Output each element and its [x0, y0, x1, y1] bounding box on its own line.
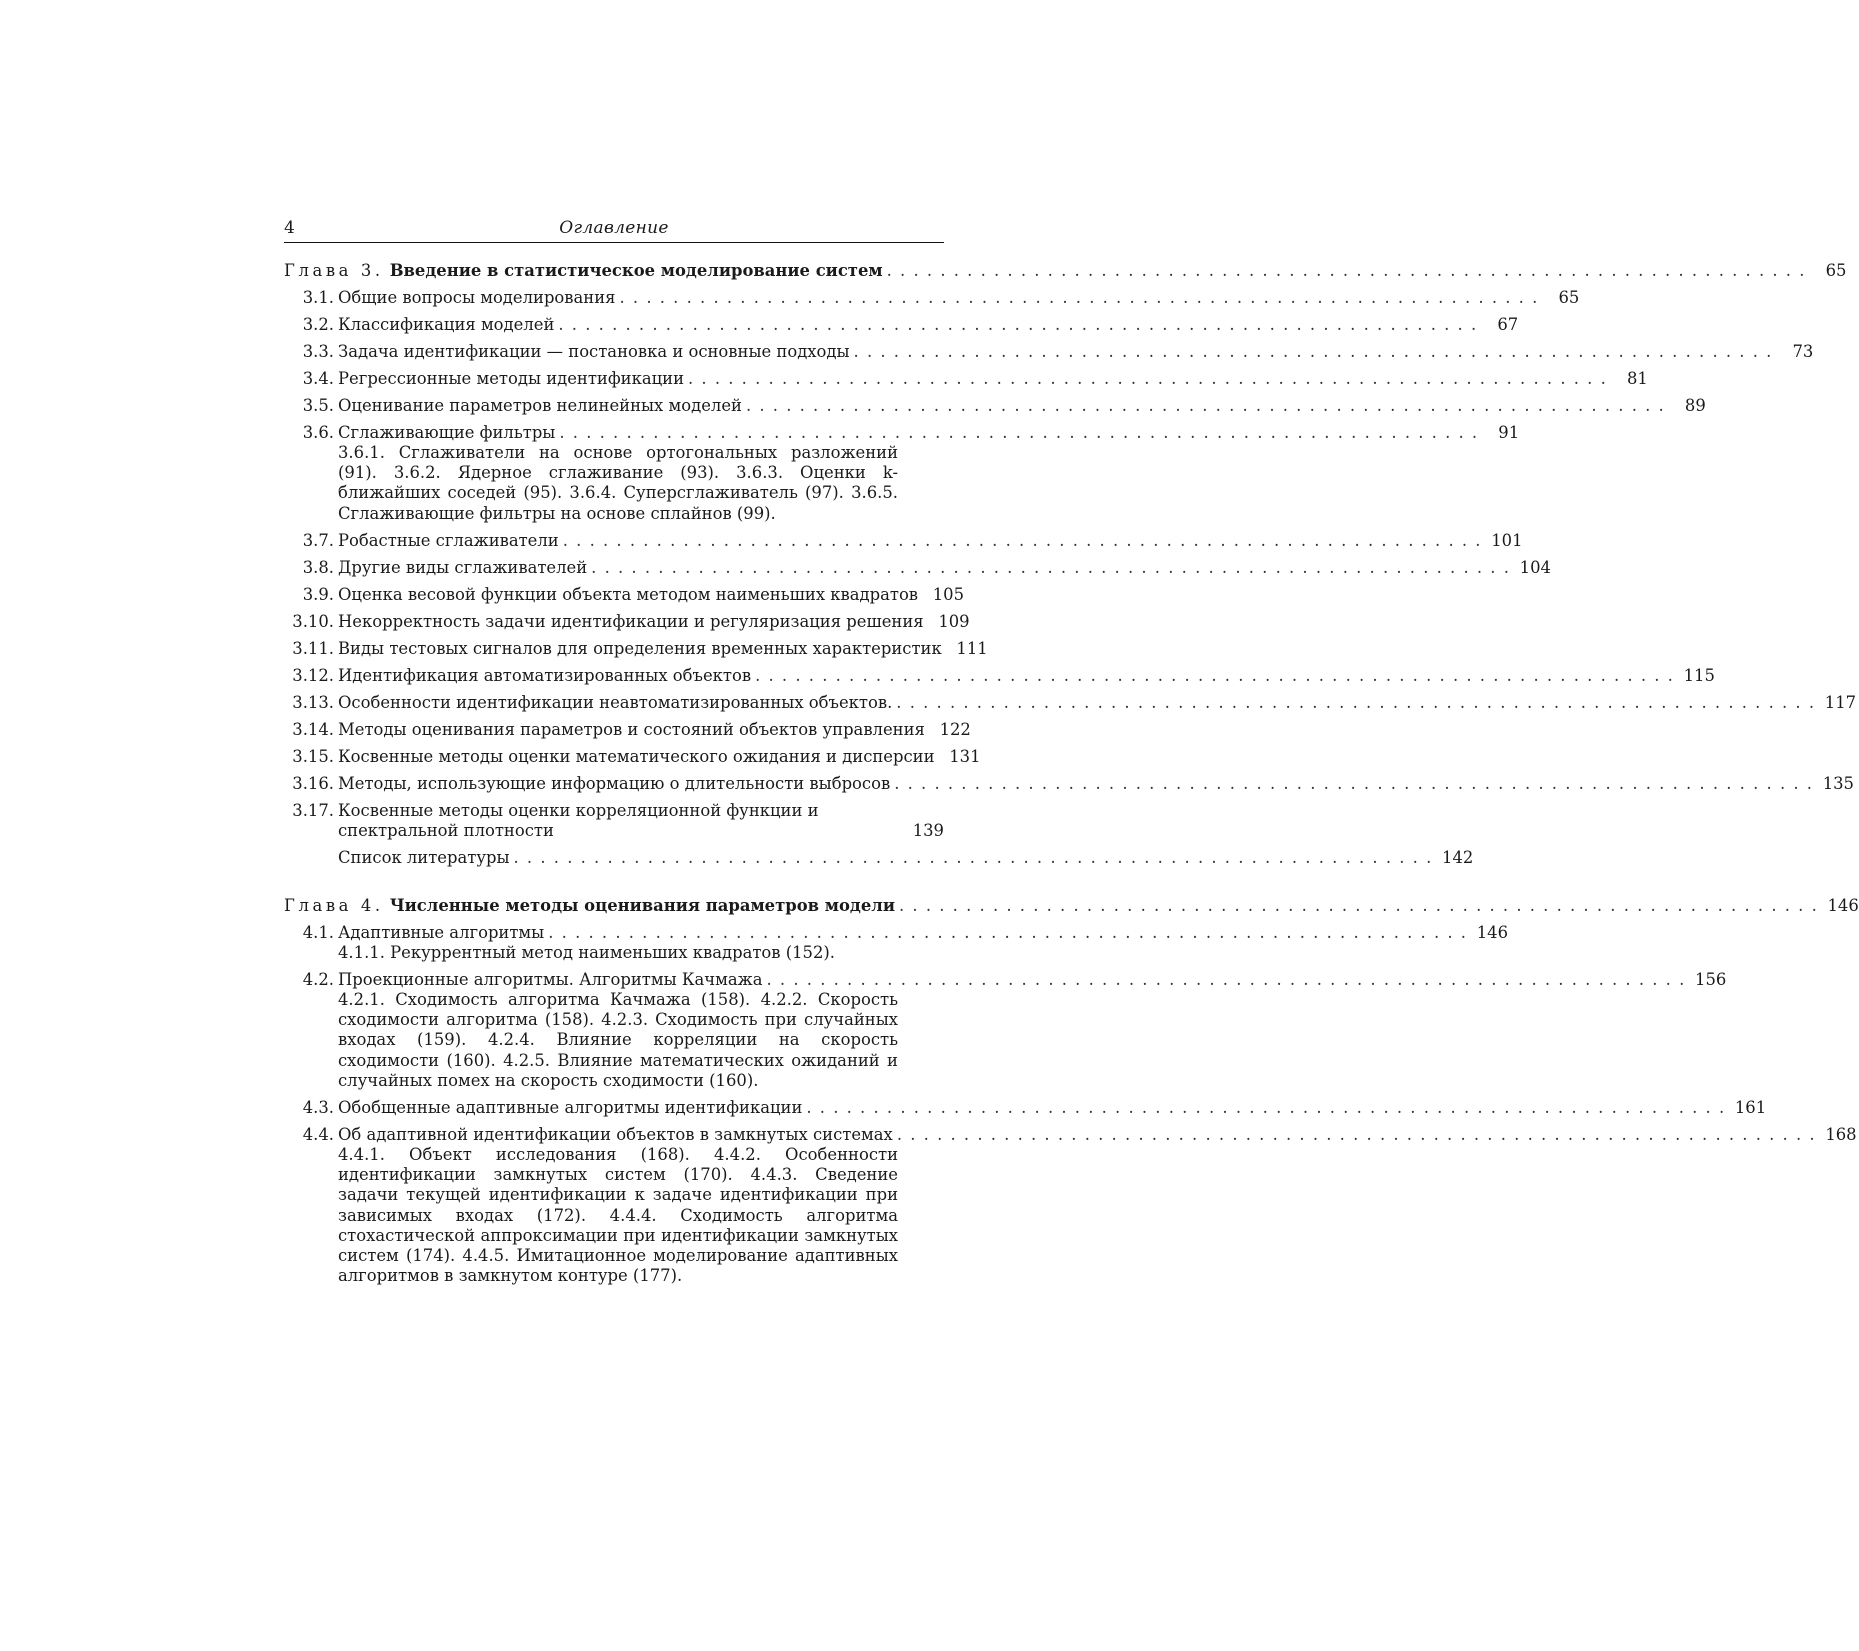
table-of-contents — [284, 261, 1859, 1286]
toc-entry[interactable] — [284, 342, 1814, 362]
dot-leader — [896, 693, 1814, 713]
section-title: Классификация моделей — [338, 315, 555, 334]
section-number: 3.12. — [292, 665, 334, 685]
entry-content — [338, 288, 1580, 308]
dot-leader — [806, 1098, 1724, 1118]
toc-entry[interactable] — [284, 773, 1854, 794]
entry-title-line — [338, 1125, 1857, 1145]
section-number: 3.10. — [292, 611, 334, 631]
toc-entry[interactable] — [284, 315, 1519, 335]
subsection-list: 4.1.1. Рекуррентный метод наименьших квадратов (152). — [338, 942, 836, 962]
entry-content — [338, 746, 981, 767]
section-title: Проекционные алгоритмы. Алгоритмы Качмажа — [338, 970, 763, 990]
chapter-page: 146 — [1827, 895, 1859, 915]
chapter-heading-text — [284, 896, 895, 916]
section-number: 3.3. — [302, 342, 334, 361]
entry-content — [338, 801, 944, 841]
section-title: Регрессионные методы идентификации — [338, 369, 684, 388]
entry-content — [338, 423, 1520, 524]
dot-leader — [894, 774, 1812, 794]
section-number: 4.2. — [302, 970, 334, 990]
section-title: Сглаживающие фильтры — [338, 423, 556, 442]
entry-content — [338, 342, 1814, 362]
section-number: 4.3. — [302, 1098, 334, 1118]
section-number: 3.11. — [292, 638, 334, 658]
section-title: Косвенные методы оценки корреляционной функции и спектральной плотности — [338, 800, 819, 840]
dot-leader — [767, 970, 1685, 990]
entry-title-line — [338, 288, 1580, 308]
chapter-title: Численные методы оценивания параметров модели — [389, 895, 895, 915]
entry-title-line — [338, 847, 1474, 868]
entry-title-line — [338, 342, 1814, 362]
toc-entry[interactable] — [284, 1125, 1857, 1286]
section-title: Другие виды сглаживателей — [338, 557, 588, 577]
toc-chapter-heading[interactable] — [284, 261, 1847, 281]
entry-content — [338, 611, 970, 632]
section-page: 73 — [1792, 342, 1814, 361]
entry-title-line — [338, 584, 965, 605]
toc-entry[interactable] — [284, 665, 1715, 686]
dot-leader — [559, 423, 1477, 443]
section-page: 142 — [1442, 847, 1474, 867]
entry-title-line — [338, 692, 1857, 713]
section-page: 117 — [1824, 692, 1857, 712]
entry-content — [338, 557, 1551, 578]
section-number: 3.8. — [302, 557, 334, 577]
chapter-title: Введение в статистическое моделирование систем — [389, 261, 883, 280]
section-title: Идентификация автоматизированных объектов — [338, 665, 752, 685]
section-number: 3.5. — [302, 396, 334, 415]
running-head — [284, 210, 944, 243]
section-page: 168 — [1825, 1125, 1857, 1145]
entry-content — [338, 530, 1523, 551]
entry-content — [338, 773, 1854, 794]
entry-title-line — [338, 557, 1551, 578]
section-number: 3.15. — [292, 746, 334, 766]
dot-leader — [558, 315, 1476, 335]
toc-entry[interactable] — [284, 396, 1706, 416]
toc-chapter — [284, 895, 1859, 1287]
section-number: 3.4. — [302, 369, 334, 388]
page-number: 4 — [284, 218, 295, 238]
section-page: 81 — [1626, 369, 1648, 388]
toc-entry[interactable] — [284, 423, 1520, 524]
section-page: 109 — [938, 611, 970, 631]
section-number: 3.6. — [302, 423, 334, 442]
entry-title-line — [338, 611, 970, 632]
entry-title-line — [338, 970, 1727, 990]
toc-entry[interactable] — [284, 1098, 1767, 1118]
section-page: 135 — [1822, 773, 1854, 793]
section-page: 115 — [1683, 665, 1715, 685]
section-page: 139 — [912, 820, 944, 840]
dot-leader — [563, 531, 1481, 551]
entry-content — [338, 396, 1706, 416]
section-title: Общие вопросы моделирования — [338, 288, 616, 307]
section-number: 3.2. — [302, 315, 334, 334]
dot-leader — [591, 558, 1509, 578]
book-page — [284, 210, 1859, 1286]
section-number: 3.17. — [292, 800, 334, 820]
entry-title-line — [338, 423, 1520, 443]
dot-leader — [620, 288, 1538, 308]
entry-content — [338, 922, 1509, 963]
entry-content — [338, 1125, 1857, 1286]
section-page: 111 — [956, 638, 988, 658]
toc-entry[interactable] — [284, 557, 1551, 578]
section-page: 146 — [1476, 922, 1509, 942]
entry-title-line — [338, 801, 944, 841]
toc-entry[interactable] — [284, 719, 971, 740]
toc-entry[interactable] — [284, 746, 981, 767]
section-title: Обобщенные адаптивные алгоритмы идентификации — [338, 1098, 803, 1118]
section-number: 4.4. — [302, 1125, 334, 1145]
section-title: Особенности идентификации неавтоматизированных объектов. — [338, 692, 893, 712]
section-number: 3.9. — [302, 584, 334, 604]
dot-leader — [887, 261, 1805, 281]
section-page: 161 — [1734, 1098, 1767, 1118]
toc-entry[interactable] — [284, 692, 1857, 713]
section-number: 4.1. — [302, 922, 334, 942]
entry-content — [338, 584, 965, 605]
section-title: Виды тестовых сигналов для определения временных характеристик — [338, 638, 942, 658]
section-page: 67 — [1497, 315, 1519, 334]
toc-chapter — [284, 261, 1857, 868]
entry-title-line — [338, 638, 988, 659]
toc-entry[interactable] — [284, 369, 1648, 389]
section-page: 122 — [939, 719, 971, 739]
section-page: 105 — [932, 584, 965, 604]
dot-leader — [854, 342, 1772, 362]
section-page: 104 — [1519, 557, 1551, 577]
subsection-list: 4.2.1. Сходимость алгоритма Качмажа (158). 4.2.2. Скорость сходимости алгоритма (158). 4.2.3. Сходимость при случайных входах (159). 4.2.4. Влияние корреляции на скорость сходимости (160). 4.2.5. Влияние математических ожиданий и случайных помех на скорость сходимости (160). — [338, 990, 898, 1090]
dot-leader — [899, 896, 1817, 916]
toc-entry[interactable] — [284, 611, 970, 632]
entry-title-line — [338, 369, 1648, 389]
entry-content — [338, 1098, 1767, 1118]
entry-content — [338, 369, 1648, 389]
dot-leader — [746, 396, 1664, 416]
dot-leader — [755, 666, 1673, 686]
section-title: Задача идентификации — постановка и основные подходы — [338, 342, 850, 361]
section-number: 3.7. — [302, 530, 334, 550]
section-page: 65 — [1558, 288, 1580, 307]
entry-title-line — [338, 773, 1854, 794]
entry-title-line — [338, 396, 1706, 416]
entry-content — [338, 719, 971, 740]
section-page: 156 — [1695, 970, 1727, 990]
entry-content — [338, 692, 1857, 713]
entry-title-line — [338, 746, 981, 767]
section-title: Оценивание параметров нелинейных моделей — [338, 396, 742, 415]
subsection-list: 4.4.1. Объект исследования (168). 4.4.2. Особенности идентификации замкнутых систем (170). 4.4.3. Сведение задачи текущей идентификации к задаче идентификации при зависимых входах (172). 4.4.4. Сходимость алгоритма стохастической аппроксимации при идентификации замкнутых систем (174). 4.4.5. Имитационное моделирование адаптивных алгоритмов в замкнутом контуре (177). — [338, 1145, 898, 1286]
dot-leader — [548, 923, 1466, 943]
entry-title-line — [338, 665, 1715, 686]
toc-entry[interactable] — [284, 847, 1474, 868]
section-number: 3.16. — [292, 773, 334, 793]
entry-content — [338, 847, 1474, 868]
section-number: 3.1. — [302, 288, 334, 307]
section-title: Робастные сглаживатели — [338, 530, 559, 550]
section-title: Список литературы — [338, 847, 510, 867]
entry-title-line — [338, 315, 1519, 335]
section-page: 131 — [949, 746, 981, 766]
section-title: Методы оценивания параметров и состояний объектов управления — [338, 719, 925, 739]
chapter-heading-text — [284, 261, 883, 281]
subsection-list: 3.6.1. Сглаживатели на основе ортогональных разложений (91). 3.6.2. Ядерное сглаживание (93). 3.6.3. Оценки k-ближайших соседей (95). 3.6.4. Суперсглаживатель (97). 3.6.5. Сглаживающие фильтры на основе сплайнов (99). — [338, 443, 898, 523]
section-title: Методы, использующие информацию о длительности выбросов — [338, 773, 891, 793]
chapter-label: Глава 3. — [284, 261, 384, 280]
toc-entry[interactable] — [284, 922, 1509, 963]
toc-entry[interactable] — [284, 970, 1727, 1091]
dot-leader — [688, 369, 1606, 389]
section-title: Некорректность задачи идентификации и регуляризация решения — [338, 611, 924, 631]
entry-title-line — [338, 719, 971, 740]
entry-title-line — [338, 530, 1523, 551]
entry-content — [338, 315, 1519, 335]
entry-title-line — [338, 1098, 1767, 1118]
section-title: Оценка весовой функции объекта методом наименьших квадратов — [338, 584, 919, 604]
section-page: 91 — [1498, 423, 1520, 442]
dot-leader — [514, 848, 1432, 868]
toc-entry[interactable] — [284, 638, 988, 659]
chapter-page: 65 — [1825, 261, 1847, 280]
chapter-label: Глава 4. — [284, 895, 384, 915]
dot-leader — [897, 1125, 1815, 1145]
toc-entry[interactable] — [284, 801, 944, 841]
entry-title-line — [338, 922, 1509, 943]
toc-entry[interactable] — [284, 530, 1523, 551]
running-title: Оглавление — [559, 218, 669, 238]
section-title: Косвенные методы оценки математического ожидания и дисперсии — [338, 746, 935, 766]
section-number: 3.13. — [292, 692, 334, 712]
toc-entry[interactable] — [284, 584, 965, 605]
section-title: Адаптивные алгоритмы — [338, 922, 545, 942]
entry-content — [338, 970, 1727, 1091]
section-title: Об адаптивной идентификации объектов в замкнутых системах — [338, 1125, 893, 1145]
entry-content — [338, 665, 1715, 686]
section-number: 3.14. — [292, 719, 334, 739]
section-page: 101 — [1491, 530, 1523, 550]
toc-chapter-heading[interactable] — [284, 895, 1859, 916]
entry-content — [338, 638, 988, 659]
toc-entry[interactable] — [284, 288, 1580, 308]
section-page: 89 — [1684, 396, 1706, 415]
